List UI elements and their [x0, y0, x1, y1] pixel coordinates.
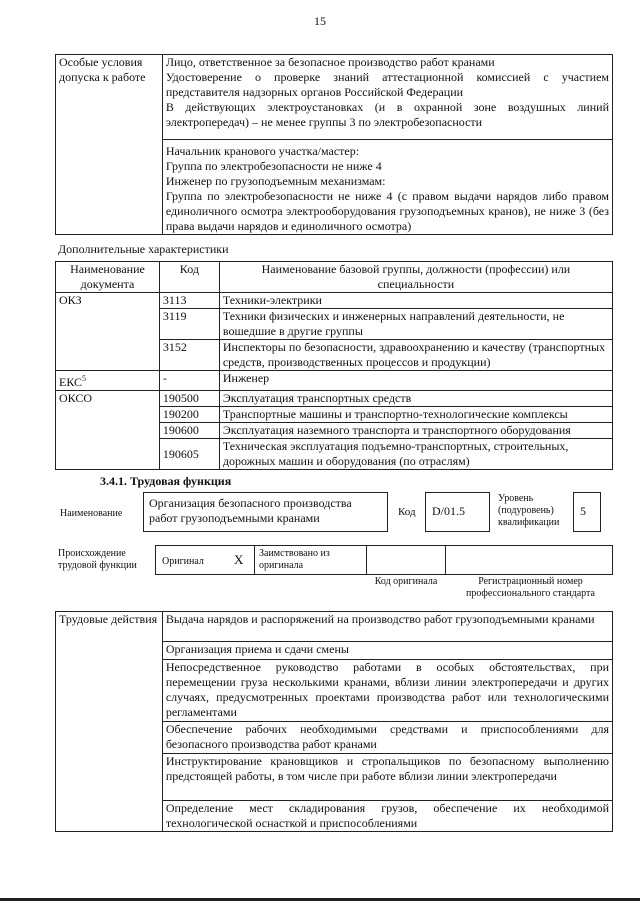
reg-number-label: Регистрационный номер профессионального стандарта — [466, 576, 595, 599]
name-label: Наименование — [60, 508, 123, 519]
okso-code: 190200 — [159, 407, 219, 423]
okz-name: Инспекторы по безопасности, здравоохранению и качеству (транспортных средств, производственных процессов и продукции) — [219, 340, 612, 371]
okz-code: 3152 — [159, 340, 219, 371]
header-name: Наименование базовой группы, должности (профессии) или специальности — [219, 262, 612, 293]
origin-label: Происхождение трудовой функции — [58, 548, 137, 571]
action-item: Определение мест складирования грузов, обеспечение их необходимой технологической оснасткой и приспособлениями — [162, 801, 612, 832]
eks-name: Инженер — [219, 371, 612, 391]
code-orig-label: Код оригинала — [374, 576, 438, 587]
conditions-label: Особые условия допуска к работе — [56, 55, 163, 235]
conditions-block-2: Начальник кранового участка/мастер: Группа по электробезопасности не ниже 4 Инженер по грузоподъемным механизмам: Группа по электробезопасности не ниже 4 (с правом выдачи нарядов либо правом единоличного осмотра электрооборудования грузоподъемных кранов), не ниже 3 (без права выдачи нарядов и единоличного осмотра) — [162, 140, 612, 235]
additional-title: Дополнительные характеристики — [58, 242, 229, 256]
okso-name: Эксплуатация наземного транспорта и транспортного оборудования — [219, 423, 612, 439]
action-item: Организация приема и сдачи смены — [162, 642, 612, 660]
eks-doc: ЕКС$^5$ — [56, 371, 160, 391]
function-level: 5 — [573, 492, 601, 532]
original-mark: X — [234, 552, 244, 567]
page-number: 15 — [314, 14, 326, 28]
action-item: Инструктирование крановщиков и стропальщиков по безопасному выполнению предстоящей работы, в том числе при работе вблизи линии электропередачи — [162, 754, 612, 801]
okso-name: Транспортные машины и транспортно-технологические комплексы — [219, 407, 612, 423]
section-heading: 3.4.1. Трудовая функция — [100, 474, 232, 488]
code-orig-box — [366, 545, 446, 575]
okz-name: Техники-электрики — [219, 293, 612, 309]
okso-code: 190600 — [159, 423, 219, 439]
okso-name: Техническая эксплуатация подъемно-транспортных, строительных, дорожных машин и оборудования (по отраслям) — [219, 439, 612, 470]
page-bottom-edge — [0, 898, 640, 901]
conditions-table — [55, 54, 613, 235]
level-label: Уровень (подуровень) квалификации — [498, 493, 560, 528]
header-doc: Наименование документа — [56, 262, 160, 293]
okso-doc: ОКСО — [56, 391, 160, 470]
original-label: Оригинал — [162, 556, 204, 567]
action-item: Непосредственное руководство работами в особых обстоятельствах, при перемещении груза несколькими кранами, вблизи линии электропередачи и других случаях, предусмотренных проектами производства работ или технологическими регламентами — [162, 660, 612, 722]
original-box — [155, 545, 255, 575]
actions-table — [55, 611, 613, 832]
borrowed-box: Заимствовано из оригинала — [254, 545, 367, 575]
okso-code: 190605 — [159, 439, 219, 470]
function-name: Организация безопасного производства работ грузоподъемными кранами — [143, 492, 388, 532]
okz-code: 3113 — [159, 293, 219, 309]
action-item: Обеспечение рабочих необходимыми средствами и приспособлениями для безопасного производства работ кранами — [162, 722, 612, 754]
okz-doc: ОКЗ — [56, 293, 160, 371]
okz-name: Техники физических и инженерных направлений деятельности, не вошедшие в другие группы — [219, 309, 612, 340]
eks-code: - — [159, 371, 219, 391]
okso-name: Эксплуатация транспортных средств — [219, 391, 612, 407]
function-code: D/01.5 — [425, 492, 490, 532]
code-label: Код — [398, 506, 416, 518]
additional-table — [55, 261, 613, 470]
reg-number-box — [445, 545, 613, 575]
actions-label: Трудовые действия — [56, 612, 163, 832]
header-code: Код — [159, 262, 219, 293]
conditions-block-1: Лицо, ответственное за безопасное производство работ кранами Удостоверение о проверке знаний аттестационной комиссией с участием представителя надзорных органов Российской Федерации В действующих электроустановках (и в охранной зоне воздушных линий электропередач) – не менее группы 3 по электробезопасности — [162, 55, 612, 140]
okso-code: 190500 — [159, 391, 219, 407]
action-item: Выдача нарядов и распоряжений на производство работ грузоподъемными кранами — [162, 612, 612, 642]
footnote-mark: 5 — [82, 374, 87, 383]
okz-code: 3119 — [159, 309, 219, 340]
